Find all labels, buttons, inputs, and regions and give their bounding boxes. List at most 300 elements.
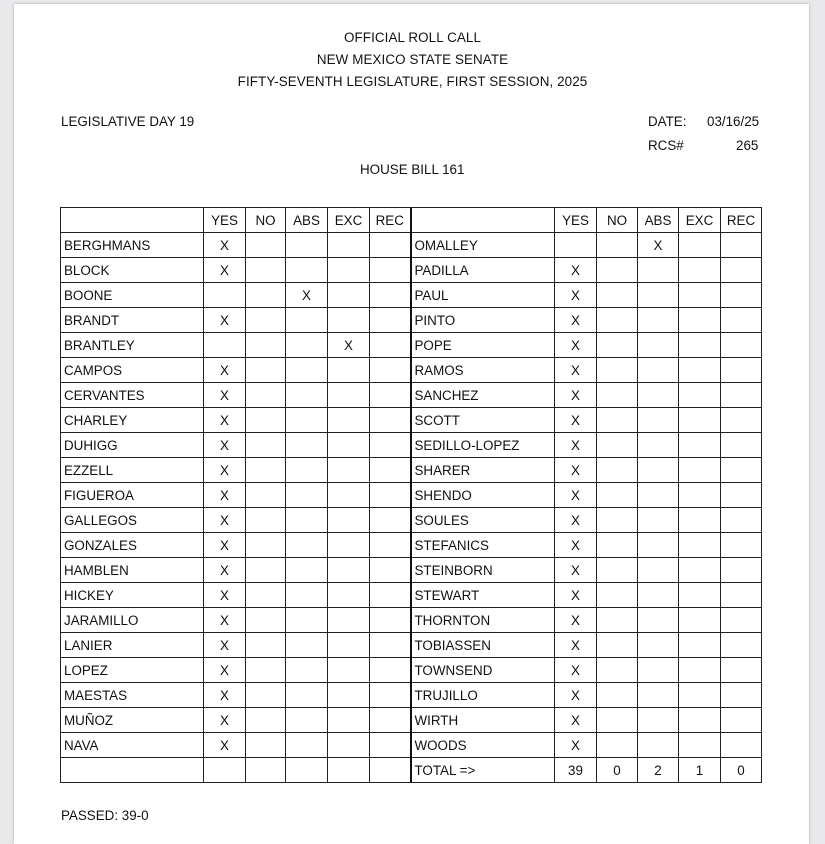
vote-cell-no	[246, 308, 286, 333]
total-blank	[61, 758, 204, 783]
vote-cell-yes: X	[555, 558, 597, 583]
senator-name: TOWNSEND	[411, 658, 555, 683]
table-row	[61, 308, 762, 333]
doc-title: OFFICIAL ROLL CALL	[344, 30, 481, 45]
vote-cell-rec	[370, 583, 411, 608]
vote-cell-abs: X	[286, 283, 328, 308]
vote-cell-no	[597, 358, 638, 383]
vote-cell-rec	[721, 608, 762, 633]
vote-cell-abs	[286, 683, 328, 708]
vote-cell-exc	[679, 458, 721, 483]
vote-cell-exc	[679, 683, 721, 708]
vote-cell-abs	[638, 633, 679, 658]
vote-cell-yes: X	[555, 633, 597, 658]
vote-cell-rec	[721, 508, 762, 533]
doc-subtitle: NEW MEXICO STATE SENATE	[316, 52, 509, 67]
vote-cell-exc	[679, 733, 721, 758]
col-header-abs: ABS	[286, 208, 328, 233]
table-header-row	[61, 208, 762, 233]
name-header	[411, 208, 555, 233]
vote-cell-rec	[721, 683, 762, 708]
col-header-rec: REC	[370, 208, 411, 233]
senator-name: SCOTT	[411, 408, 555, 433]
total-row	[61, 758, 762, 783]
senator-name: DUHIGG	[61, 433, 204, 458]
vote-cell-yes: X	[204, 533, 246, 558]
senator-name: MAESTAS	[61, 683, 204, 708]
vote-cell-no	[246, 458, 286, 483]
senator-name: GALLEGOS	[61, 508, 204, 533]
vote-cell-rec	[721, 483, 762, 508]
table-row	[61, 383, 762, 408]
vote-cell-yes: X	[204, 658, 246, 683]
vote-cell-no	[597, 633, 638, 658]
vote-cell-yes: X	[555, 683, 597, 708]
vote-cell-rec	[721, 558, 762, 583]
senator-name: MUÑOZ	[61, 708, 204, 733]
vote-cell-rec	[721, 533, 762, 558]
senator-name: SANCHEZ	[411, 383, 555, 408]
table-row	[61, 433, 762, 458]
vote-cell-abs	[286, 358, 328, 383]
senator-name: JARAMILLO	[61, 608, 204, 633]
senator-name: THORNTON	[411, 608, 555, 633]
vote-cell-no	[246, 358, 286, 383]
vote-cell-abs	[286, 608, 328, 633]
rcs-label: RCS#	[648, 138, 684, 153]
vote-cell-exc	[328, 633, 370, 658]
vote-cell-rec	[721, 733, 762, 758]
vote-cell-exc	[679, 583, 721, 608]
vote-cell-exc	[679, 358, 721, 383]
vote-cell-no	[597, 383, 638, 408]
senator-name: CERVANTES	[61, 383, 204, 408]
vote-cell-abs	[286, 508, 328, 533]
vote-cell-rec	[370, 433, 411, 458]
vote-cell-no	[597, 683, 638, 708]
vote-cell-yes: X	[555, 608, 597, 633]
vote-cell-yes: X	[204, 458, 246, 483]
senator-name: SOULES	[411, 508, 555, 533]
total-blank	[204, 758, 246, 783]
vote-cell-no	[246, 683, 286, 708]
vote-cell-abs	[638, 683, 679, 708]
vote-cell-exc	[679, 258, 721, 283]
vote-cell-rec	[721, 633, 762, 658]
vote-cell-no	[246, 533, 286, 558]
vote-cell-yes: X	[555, 408, 597, 433]
senator-name: PAUL	[411, 283, 555, 308]
vote-cell-rec	[721, 283, 762, 308]
vote-cell-abs	[286, 483, 328, 508]
vote-cell-rec	[721, 433, 762, 458]
vote-cell-no	[246, 333, 286, 358]
vote-cell-no	[597, 258, 638, 283]
vote-cell-abs	[638, 383, 679, 408]
vote-cell-abs	[638, 458, 679, 483]
senator-name: STEFANICS	[411, 533, 555, 558]
vote-cell-yes: X	[555, 433, 597, 458]
vote-cell-no	[597, 708, 638, 733]
vote-cell-exc	[328, 408, 370, 433]
vote-cell-yes: X	[555, 508, 597, 533]
vote-cell-abs	[286, 258, 328, 283]
vote-cell-no	[246, 383, 286, 408]
vote-cell-exc	[328, 458, 370, 483]
vote-cell-yes	[204, 283, 246, 308]
vote-cell-rec	[370, 483, 411, 508]
vote-cell-rec	[721, 583, 762, 608]
vote-cell-abs	[638, 258, 679, 283]
vote-cell-yes: X	[204, 258, 246, 283]
vote-cell-yes: X	[555, 333, 597, 358]
vote-cell-no	[246, 433, 286, 458]
total-no: 0	[597, 758, 638, 783]
vote-cell-exc	[328, 658, 370, 683]
total-blank	[370, 758, 411, 783]
vote-cell-exc	[679, 608, 721, 633]
vote-cell-yes: X	[204, 633, 246, 658]
table-row	[61, 283, 762, 308]
vote-cell-exc	[328, 683, 370, 708]
vote-cell-exc	[679, 533, 721, 558]
vote-cell-yes	[555, 233, 597, 258]
vote-cell-exc: X	[328, 333, 370, 358]
vote-cell-abs	[638, 708, 679, 733]
vote-cell-rec	[721, 708, 762, 733]
vote-cell-no	[597, 408, 638, 433]
vote-cell-rec	[370, 683, 411, 708]
vote-cell-yes: X	[204, 508, 246, 533]
vote-cell-rec	[370, 708, 411, 733]
bill-title: HOUSE BILL 161	[360, 162, 465, 177]
vote-cell-rec	[721, 358, 762, 383]
vote-cell-no	[246, 708, 286, 733]
vote-cell-yes: X	[555, 258, 597, 283]
senator-name: PADILLA	[411, 258, 555, 283]
vote-cell-abs	[286, 658, 328, 683]
vote-cell-exc	[679, 483, 721, 508]
senator-name: BLOCK	[61, 258, 204, 283]
vote-cell-abs	[286, 433, 328, 458]
vote-cell-rec	[721, 308, 762, 333]
vote-cell-abs	[638, 333, 679, 358]
vote-cell-rec	[370, 733, 411, 758]
table-row	[61, 483, 762, 508]
table-row	[61, 708, 762, 733]
vote-cell-exc	[679, 433, 721, 458]
vote-cell-rec	[721, 258, 762, 283]
table-row	[61, 683, 762, 708]
vote-cell-exc	[679, 508, 721, 533]
vote-cell-yes: X	[204, 433, 246, 458]
vote-cell-yes: X	[555, 283, 597, 308]
vote-cell-yes	[204, 333, 246, 358]
vote-cell-abs	[638, 283, 679, 308]
total-blank	[328, 758, 370, 783]
vote-cell-exc	[679, 233, 721, 258]
vote-cell-rec	[370, 633, 411, 658]
vote-cell-exc	[328, 483, 370, 508]
total-blank	[246, 758, 286, 783]
vote-cell-yes: X	[204, 708, 246, 733]
senator-name: GONZALES	[61, 533, 204, 558]
senator-name: BRANDT	[61, 308, 204, 333]
col-header-no: NO	[597, 208, 638, 233]
vote-cell-abs	[286, 533, 328, 558]
senator-name: LOPEZ	[61, 658, 204, 683]
vote-cell-abs	[286, 308, 328, 333]
senator-name: STEWART	[411, 583, 555, 608]
vote-cell-no	[597, 433, 638, 458]
total-label: TOTAL =>	[411, 758, 555, 783]
vote-cell-exc	[328, 508, 370, 533]
date-label: DATE:	[648, 114, 687, 129]
vote-cell-exc	[328, 533, 370, 558]
vote-cell-abs	[286, 458, 328, 483]
col-header-no: NO	[246, 208, 286, 233]
vote-cell-abs	[638, 408, 679, 433]
vote-cell-no	[246, 633, 286, 658]
senator-name: EZZELL	[61, 458, 204, 483]
vote-cell-no	[597, 533, 638, 558]
rcs-value: 265	[736, 138, 759, 153]
name-header	[61, 208, 204, 233]
table-row	[61, 233, 762, 258]
vote-cell-exc	[679, 633, 721, 658]
vote-cell-no	[246, 733, 286, 758]
table-row	[61, 508, 762, 533]
senator-name: HAMBLEN	[61, 558, 204, 583]
vote-cell-abs: X	[638, 233, 679, 258]
total-abs: 2	[638, 758, 679, 783]
vote-cell-no	[597, 483, 638, 508]
senator-name: NAVA	[61, 733, 204, 758]
vote-cell-no	[597, 733, 638, 758]
vote-cell-abs	[638, 558, 679, 583]
vote-cell-exc	[328, 308, 370, 333]
vote-cell-rec	[370, 658, 411, 683]
senator-name: LANIER	[61, 633, 204, 658]
vote-cell-rec	[721, 333, 762, 358]
vote-cell-yes: X	[204, 308, 246, 333]
col-header-yes: YES	[555, 208, 597, 233]
vote-cell-exc	[328, 708, 370, 733]
vote-cell-yes: X	[204, 408, 246, 433]
total-yes: 39	[555, 758, 597, 783]
vote-cell-no	[597, 308, 638, 333]
vote-cell-abs	[286, 233, 328, 258]
table-row	[61, 458, 762, 483]
vote-cell-no	[597, 583, 638, 608]
date-value: 03/16/25	[707, 114, 760, 129]
table-row	[61, 583, 762, 608]
senator-name: TRUJILLO	[411, 683, 555, 708]
vote-cell-no	[597, 508, 638, 533]
vote-cell-no	[597, 558, 638, 583]
vote-cell-abs	[638, 658, 679, 683]
vote-cell-no	[597, 608, 638, 633]
table-row	[61, 333, 762, 358]
vote-cell-rec	[370, 258, 411, 283]
vote-cell-exc	[679, 658, 721, 683]
vote-cell-rec	[370, 533, 411, 558]
vote-cell-yes: X	[555, 458, 597, 483]
vote-cell-yes: X	[204, 583, 246, 608]
vote-cell-no	[597, 458, 638, 483]
vote-cell-abs	[286, 408, 328, 433]
vote-cell-no	[597, 658, 638, 683]
total-blank	[286, 758, 328, 783]
doc-session: FIFTY-SEVENTH LEGISLATURE, FIRST SESSION, 2025	[237, 74, 588, 89]
senator-name: OMALLEY	[411, 233, 555, 258]
table-row	[61, 258, 762, 283]
senator-name: TOBIASSEN	[411, 633, 555, 658]
vote-cell-rec	[370, 608, 411, 633]
vote-cell-no	[246, 233, 286, 258]
vote-cell-yes: X	[555, 483, 597, 508]
senator-name: PINTO	[411, 308, 555, 333]
vote-cell-abs	[286, 333, 328, 358]
vote-cell-no	[597, 233, 638, 258]
vote-cell-yes: X	[555, 383, 597, 408]
vote-cell-exc	[679, 283, 721, 308]
vote-cell-exc	[328, 558, 370, 583]
senator-name: STEINBORN	[411, 558, 555, 583]
vote-cell-exc	[679, 558, 721, 583]
vote-cell-no	[246, 558, 286, 583]
vote-cell-rec	[370, 508, 411, 533]
table-row	[61, 533, 762, 558]
table-row	[61, 733, 762, 758]
vote-cell-rec	[721, 458, 762, 483]
vote-cell-abs	[638, 308, 679, 333]
vote-cell-rec	[370, 233, 411, 258]
col-header-rec: REC	[721, 208, 762, 233]
col-header-yes: YES	[204, 208, 246, 233]
vote-cell-exc	[328, 433, 370, 458]
senator-name: RAMOS	[411, 358, 555, 383]
vote-cell-rec	[370, 283, 411, 308]
vote-cell-no	[246, 508, 286, 533]
table-row	[61, 358, 762, 383]
senator-name: BOONE	[61, 283, 204, 308]
vote-cell-abs	[638, 733, 679, 758]
senator-name: HICKEY	[61, 583, 204, 608]
table-row	[61, 633, 762, 658]
vote-cell-exc	[328, 233, 370, 258]
vote-cell-exc	[679, 708, 721, 733]
vote-cell-abs	[638, 583, 679, 608]
vote-cell-no	[246, 258, 286, 283]
vote-cell-abs	[286, 558, 328, 583]
vote-cell-rec	[370, 558, 411, 583]
senator-name: SHENDO	[411, 483, 555, 508]
senator-name: POPE	[411, 333, 555, 358]
legislative-day: LEGISLATIVE DAY 19	[61, 114, 195, 129]
vote-cell-no	[246, 483, 286, 508]
vote-cell-yes: X	[555, 658, 597, 683]
vote-cell-abs	[638, 358, 679, 383]
vote-cell-abs	[286, 583, 328, 608]
total-rec: 0	[721, 758, 762, 783]
vote-cell-abs	[286, 383, 328, 408]
vote-cell-exc	[328, 608, 370, 633]
vote-cell-rec	[721, 658, 762, 683]
senator-name: WIRTH	[411, 708, 555, 733]
vote-cell-exc	[679, 408, 721, 433]
vote-cell-rec	[370, 408, 411, 433]
vote-cell-yes: X	[204, 558, 246, 583]
vote-cell-exc	[328, 283, 370, 308]
vote-cell-abs	[638, 608, 679, 633]
vote-cell-yes: X	[204, 733, 246, 758]
senator-name: SEDILLO-LOPEZ	[411, 433, 555, 458]
vote-cell-exc	[328, 258, 370, 283]
col-header-exc: EXC	[679, 208, 721, 233]
table-row	[61, 608, 762, 633]
vote-result: PASSED: 39-0	[61, 808, 149, 823]
senator-name: WOODS	[411, 733, 555, 758]
senator-name: BRANTLEY	[61, 333, 204, 358]
vote-cell-exc	[679, 383, 721, 408]
vote-cell-yes: X	[204, 358, 246, 383]
vote-cell-yes: X	[555, 308, 597, 333]
vote-cell-exc	[328, 358, 370, 383]
vote-cell-no	[246, 408, 286, 433]
table-row	[61, 408, 762, 433]
col-header-exc: EXC	[328, 208, 370, 233]
vote-cell-abs	[638, 433, 679, 458]
vote-cell-exc	[328, 733, 370, 758]
col-header-abs: ABS	[638, 208, 679, 233]
vote-cell-yes: X	[555, 583, 597, 608]
vote-cell-rec	[721, 233, 762, 258]
vote-cell-yes: X	[204, 383, 246, 408]
vote-cell-no	[246, 283, 286, 308]
senator-name: FIGUEROA	[61, 483, 204, 508]
vote-cell-rec	[370, 458, 411, 483]
vote-cell-exc	[679, 308, 721, 333]
vote-cell-rec	[721, 408, 762, 433]
vote-cell-abs	[638, 508, 679, 533]
vote-cell-yes: X	[555, 708, 597, 733]
table-row	[61, 658, 762, 683]
vote-cell-rec	[370, 333, 411, 358]
vote-cell-yes: X	[555, 358, 597, 383]
vote-cell-rec	[721, 383, 762, 408]
vote-cell-abs	[286, 708, 328, 733]
vote-cell-no	[597, 283, 638, 308]
vote-cell-abs	[638, 483, 679, 508]
vote-cell-exc	[328, 583, 370, 608]
vote-cell-yes: X	[555, 533, 597, 558]
vote-cell-yes: X	[204, 233, 246, 258]
vote-cell-yes: X	[204, 683, 246, 708]
total-exc: 1	[679, 758, 721, 783]
vote-cell-rec	[370, 308, 411, 333]
vote-cell-yes: X	[204, 483, 246, 508]
vote-cell-no	[246, 658, 286, 683]
vote-cell-yes: X	[204, 608, 246, 633]
vote-cell-no	[246, 583, 286, 608]
vote-cell-exc	[679, 333, 721, 358]
vote-cell-rec	[370, 383, 411, 408]
vote-cell-abs	[638, 533, 679, 558]
senator-name: CHARLEY	[61, 408, 204, 433]
vote-cell-no	[597, 333, 638, 358]
senator-name: CAMPOS	[61, 358, 204, 383]
